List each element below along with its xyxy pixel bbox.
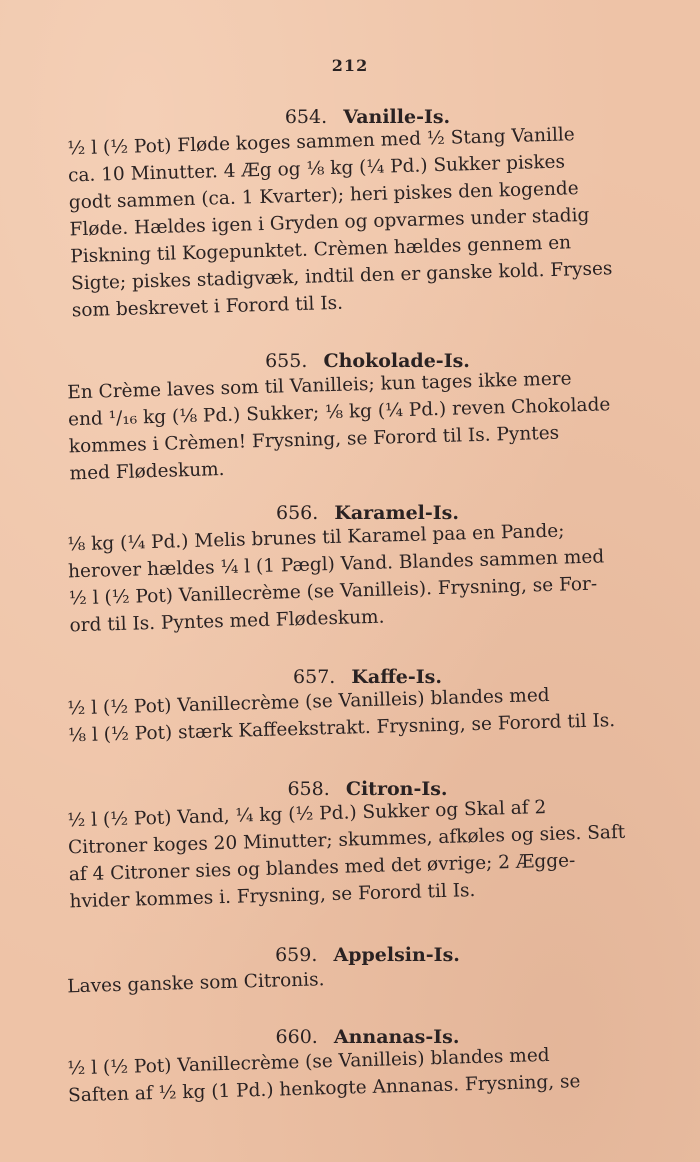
- text-line: ⅛ kg (¼ Pd.) Melis brunes til Karamel paa en Pande;: [67, 520, 565, 556]
- recipe-name: Appelsin-Is.: [333, 944, 460, 966]
- recipe-text: [45, 791, 663, 916]
- text-line: ⅛ l (½ Pot) stærk Kaffeekstrakt. Frysning, se Forord til Is.: [67, 710, 616, 747]
- text-line: Piskning til Kogepunktet. Crèmen hældes gennem en: [70, 232, 572, 268]
- recipe-number: 658.: [287, 778, 330, 800]
- recipe-number: 654.: [284, 106, 328, 128]
- text-line: ord til Is. Pyntes med Flødeskum.: [69, 606, 385, 637]
- text-line: herover hældes ¼ l (1 Pægl) Vand. Blandes sammen med: [67, 546, 605, 583]
- text-line: Laves ganske som Citronis.: [67, 969, 325, 998]
- page-number: 212: [331, 56, 369, 75]
- recipe-name: Vanille-Is.: [343, 106, 451, 128]
- text-line: hvider kommes i. Frysning, se Forord til Is.: [69, 880, 476, 913]
- text-line: ½ l (½ Pot) Vand, ¼ kg (½ Pd.) Sukker og Skal af 2: [67, 797, 547, 832]
- recipe-name: Citron-Is.: [345, 778, 448, 800]
- recipe-number: 659.: [275, 944, 318, 966]
- text-line: ½ l (½ Pot) Vanillecrème (se Vanilleis) blandes med: [67, 684, 550, 720]
- recipe-number: 656.: [275, 502, 319, 524]
- text-line: ca. 10 Minutter. 4 Æg og ⅛ kg (¼ Pd.) Sukker piskes: [67, 151, 566, 187]
- text-line: Citroner koges 20 Minutter; skummes, afkøles og sies. Saft: [67, 821, 626, 859]
- text-line: Sigte; piskes stadigvæk, indtil den er ganske kold. Fryses: [70, 258, 613, 295]
- recipe-citron-is: [45, 776, 660, 916]
- recipe-name: Kaffe-Is.: [351, 666, 442, 688]
- recipe-name: Karamel-Is.: [334, 502, 459, 524]
- text-line: end ¹/₁₆ kg (⅛ Pd.) Sukker; ⅛ kg (¼ Pd.) reven Chokolade: [67, 394, 611, 431]
- text-line: som beskrevet i Forord til Is.: [71, 292, 344, 322]
- recipe-number: 660.: [275, 1026, 318, 1048]
- text-line: kommes i Crèmen! Frysning, se Forord til Is. Pyntes: [68, 422, 560, 458]
- recipe-number: 655.: [265, 350, 308, 372]
- text-line: ½ l (½ Pot) Vanillecrème (se Vanilleis) blandes med: [67, 1044, 550, 1080]
- recipe-annanas-is: [45, 1024, 660, 1110]
- recipe-text: [45, 363, 663, 488]
- recipe-text: [45, 515, 663, 640]
- text-line: Saften af ½ kg (1 Pd.) henkogte Annanas. Frysning, se: [67, 1071, 581, 1107]
- recipe-name: Annanas-Is.: [333, 1026, 460, 1048]
- text-line: En Crème laves som til Vanilleis; kun tages ikke mere: [67, 368, 572, 404]
- text-line: ½ l (½ Pot) Vanillecrème (se Vanilleis). Frysning, se For-: [68, 573, 598, 610]
- text-line: godt sammen (ca. 1 Kvarter); heri piskes den kogende: [68, 178, 579, 214]
- recipe-appelsin-is: [45, 942, 660, 1001]
- text-line: med Flødeskum.: [69, 459, 225, 485]
- recipe-vanille-is: [45, 104, 660, 325]
- recipe-text: [45, 119, 665, 325]
- recipe-chokolade-is: [45, 348, 660, 488]
- recipe-karamel-is: [45, 500, 660, 640]
- text-line: ½ l (½ Pot) Fløde koges sammen med ½ Stang Vanille: [67, 124, 576, 160]
- recipe-name: Chokolade-Is.: [323, 350, 470, 372]
- recipe-number: 657.: [293, 666, 336, 688]
- text-line: Fløde. Hældes igen i Gryden og opvarmes under stadig: [69, 204, 590, 241]
- text-line: af 4 Citroner sies og blandes med det øvrige; 2 Ægge-: [68, 850, 576, 886]
- recipe-kaffe-is: [45, 664, 660, 750]
